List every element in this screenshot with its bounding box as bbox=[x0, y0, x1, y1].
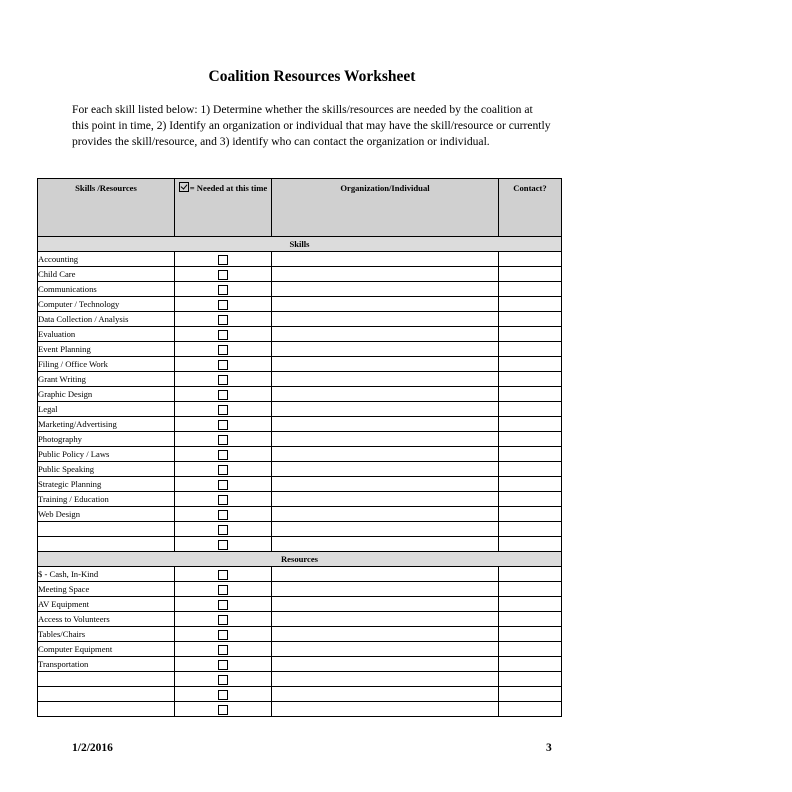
organization-field[interactable] bbox=[272, 342, 499, 357]
table-row bbox=[38, 447, 562, 462]
needed-cell bbox=[175, 357, 272, 372]
needed-cell bbox=[175, 462, 272, 477]
needed-checkbox[interactable] bbox=[218, 510, 228, 520]
item-label: Evaluation bbox=[38, 327, 175, 342]
table-row bbox=[38, 462, 562, 477]
item-label: Public Speaking bbox=[38, 462, 175, 477]
contact-field[interactable] bbox=[499, 492, 562, 507]
contact-field[interactable] bbox=[499, 612, 562, 627]
organization-field[interactable] bbox=[272, 267, 499, 282]
contact-field[interactable] bbox=[499, 702, 562, 717]
item-label: Access to Volunteers bbox=[38, 612, 175, 627]
contact-field[interactable] bbox=[499, 252, 562, 267]
needed-checkbox[interactable] bbox=[218, 615, 228, 625]
table-row bbox=[38, 282, 562, 297]
needed-checkbox[interactable] bbox=[218, 405, 228, 415]
needed-checkbox[interactable] bbox=[218, 570, 228, 580]
item-label: Strategic Planning bbox=[38, 477, 175, 492]
header-needed bbox=[175, 179, 272, 237]
needed-cell bbox=[175, 267, 272, 282]
contact-field[interactable] bbox=[499, 672, 562, 687]
organization-field[interactable] bbox=[272, 462, 499, 477]
organization-field[interactable] bbox=[272, 447, 499, 462]
contact-field[interactable] bbox=[499, 297, 562, 312]
needed-cell bbox=[175, 642, 272, 657]
item-label: Communications bbox=[38, 282, 175, 297]
needed-checkbox[interactable] bbox=[218, 330, 228, 340]
item-label: Event Planning bbox=[38, 342, 175, 357]
item-label: Graphic Design bbox=[38, 387, 175, 402]
contact-field[interactable] bbox=[499, 522, 562, 537]
organization-field[interactable] bbox=[272, 477, 499, 492]
needed-checkbox[interactable] bbox=[218, 660, 228, 670]
needed-checkbox[interactable] bbox=[218, 300, 228, 310]
needed-checkbox[interactable] bbox=[218, 630, 228, 640]
contact-field[interactable] bbox=[499, 582, 562, 597]
needed-cell bbox=[175, 702, 272, 717]
organization-field[interactable] bbox=[272, 327, 499, 342]
contact-field[interactable] bbox=[499, 342, 562, 357]
contact-field[interactable] bbox=[499, 417, 562, 432]
contact-field[interactable] bbox=[499, 267, 562, 282]
needed-cell bbox=[175, 372, 272, 387]
needed-checkbox[interactable] bbox=[218, 585, 228, 595]
table-row bbox=[38, 522, 562, 537]
page-number: 3 bbox=[546, 742, 552, 754]
table-row bbox=[38, 327, 562, 342]
table-row bbox=[38, 267, 562, 282]
item-label: Computer Equipment bbox=[38, 642, 175, 657]
organization-field[interactable] bbox=[272, 402, 499, 417]
needed-cell bbox=[175, 627, 272, 642]
needed-cell bbox=[175, 672, 272, 687]
item-label: Filing / Office Work bbox=[38, 357, 175, 372]
needed-cell bbox=[175, 447, 272, 462]
contact-field[interactable] bbox=[499, 312, 562, 327]
header-organization: Organization/Individual bbox=[272, 179, 499, 237]
table-row bbox=[38, 567, 562, 582]
organization-field[interactable] bbox=[272, 297, 499, 312]
table-row bbox=[38, 297, 562, 312]
table-row bbox=[38, 357, 562, 372]
needed-cell bbox=[175, 537, 272, 552]
item-label: Training / Education bbox=[38, 492, 175, 507]
table-row bbox=[38, 432, 562, 447]
item-label bbox=[38, 702, 175, 717]
item-label bbox=[38, 537, 175, 552]
needed-cell bbox=[175, 582, 272, 597]
table-row bbox=[38, 402, 562, 417]
organization-field[interactable] bbox=[272, 672, 499, 687]
needed-cell bbox=[175, 657, 272, 672]
table-row bbox=[38, 252, 562, 267]
item-label: Tables/Chairs bbox=[38, 627, 175, 642]
table-row bbox=[38, 612, 562, 627]
contact-field[interactable] bbox=[499, 537, 562, 552]
footer-date: 1/2/2016 bbox=[72, 742, 113, 754]
contact-field[interactable] bbox=[499, 477, 562, 492]
organization-field[interactable] bbox=[272, 312, 499, 327]
needed-cell bbox=[175, 282, 272, 297]
organization-field[interactable] bbox=[272, 687, 499, 702]
item-label: Grant Writing bbox=[38, 372, 175, 387]
needed-cell bbox=[175, 402, 272, 417]
needed-checkbox[interactable] bbox=[218, 540, 228, 550]
organization-field[interactable] bbox=[272, 357, 499, 372]
contact-field[interactable] bbox=[499, 327, 562, 342]
header-needed-label: = Needed at this time bbox=[189, 183, 268, 193]
section-row-resources bbox=[38, 552, 562, 567]
table-header-row bbox=[38, 179, 562, 237]
organization-field[interactable] bbox=[272, 657, 499, 672]
needed-checkbox[interactable] bbox=[218, 435, 228, 445]
needed-checkbox[interactable] bbox=[218, 375, 228, 385]
needed-cell bbox=[175, 567, 272, 582]
item-label bbox=[38, 672, 175, 687]
organization-field[interactable] bbox=[272, 567, 499, 582]
section-title: Resources bbox=[38, 552, 562, 567]
instructions-paragraph: For each skill listed below: 1) Determine whether the skills/resources are needed by the coalition at this point in time, 2) Identify an organization or individual that may have the skill/resource or currently provides the skill/resource, and 3) identify who can contact the organization or individual. bbox=[72, 103, 551, 148]
contact-field[interactable] bbox=[499, 642, 562, 657]
needed-cell bbox=[175, 312, 272, 327]
table-row bbox=[38, 597, 562, 612]
needed-checkbox[interactable] bbox=[218, 480, 228, 490]
contact-field[interactable] bbox=[499, 627, 562, 642]
item-label: Data Collection / Analysis bbox=[38, 312, 175, 327]
organization-field[interactable] bbox=[272, 507, 499, 522]
contact-field[interactable] bbox=[499, 507, 562, 522]
contact-field[interactable] bbox=[499, 462, 562, 477]
needed-checkbox[interactable] bbox=[218, 360, 228, 370]
needed-checkbox[interactable] bbox=[218, 600, 228, 610]
item-label: Photography bbox=[38, 432, 175, 447]
header-contact: Contact? bbox=[499, 179, 562, 237]
header-skills: Skills /Resources bbox=[38, 179, 175, 237]
needed-checkbox[interactable] bbox=[218, 465, 228, 475]
table-row bbox=[38, 417, 562, 432]
organization-field[interactable] bbox=[272, 612, 499, 627]
needed-cell bbox=[175, 597, 272, 612]
item-label: Meeting Space bbox=[38, 582, 175, 597]
needed-checkbox[interactable] bbox=[218, 270, 228, 280]
resources-table bbox=[37, 178, 562, 717]
needed-checkbox[interactable] bbox=[218, 450, 228, 460]
needed-cell bbox=[175, 522, 272, 537]
table-row bbox=[38, 387, 562, 402]
needed-cell bbox=[175, 687, 272, 702]
page-title: Coalition Resources Worksheet bbox=[208, 68, 416, 85]
checked-box-icon bbox=[179, 182, 189, 192]
item-label: Web Design bbox=[38, 507, 175, 522]
organization-field[interactable] bbox=[272, 597, 499, 612]
needed-checkbox[interactable] bbox=[218, 690, 228, 700]
table-row bbox=[38, 672, 562, 687]
contact-field[interactable] bbox=[499, 402, 562, 417]
contact-field[interactable] bbox=[499, 687, 562, 702]
needed-cell bbox=[175, 327, 272, 342]
item-label: AV Equipment bbox=[38, 597, 175, 612]
organization-field[interactable] bbox=[272, 642, 499, 657]
organization-field[interactable] bbox=[272, 282, 499, 297]
item-label: Accounting bbox=[38, 252, 175, 267]
organization-field[interactable] bbox=[272, 522, 499, 537]
contact-field[interactable] bbox=[499, 282, 562, 297]
needed-checkbox[interactable] bbox=[218, 315, 228, 325]
contact-field[interactable] bbox=[499, 597, 562, 612]
needed-cell bbox=[175, 417, 272, 432]
needed-checkbox[interactable] bbox=[218, 285, 228, 295]
needed-checkbox[interactable] bbox=[218, 525, 228, 535]
needed-checkbox[interactable] bbox=[218, 255, 228, 265]
needed-cell bbox=[175, 252, 272, 267]
item-label: Child Care bbox=[38, 267, 175, 282]
table-row bbox=[38, 477, 562, 492]
item-label: Legal bbox=[38, 402, 175, 417]
table-row bbox=[38, 687, 562, 702]
organization-field[interactable] bbox=[272, 387, 499, 402]
section-title: Skills bbox=[38, 237, 562, 252]
organization-field[interactable] bbox=[272, 417, 499, 432]
table-row bbox=[38, 627, 562, 642]
organization-field[interactable] bbox=[272, 432, 499, 447]
organization-field[interactable] bbox=[272, 537, 499, 552]
needed-checkbox[interactable] bbox=[218, 345, 228, 355]
needed-checkbox[interactable] bbox=[218, 420, 228, 430]
item-label: Public Policy / Laws bbox=[38, 447, 175, 462]
table-row bbox=[38, 642, 562, 657]
needed-cell bbox=[175, 612, 272, 627]
contact-field[interactable] bbox=[499, 657, 562, 672]
organization-field[interactable] bbox=[272, 252, 499, 267]
needed-cell bbox=[175, 432, 272, 447]
needed-cell bbox=[175, 297, 272, 312]
item-label: Marketing/Advertising bbox=[38, 417, 175, 432]
needed-cell bbox=[175, 387, 272, 402]
needed-checkbox[interactable] bbox=[218, 495, 228, 505]
table-row bbox=[38, 582, 562, 597]
item-label: Transportation bbox=[38, 657, 175, 672]
needed-checkbox[interactable] bbox=[218, 390, 228, 400]
item-label bbox=[38, 687, 175, 702]
organization-field[interactable] bbox=[272, 702, 499, 717]
needed-checkbox[interactable] bbox=[218, 705, 228, 715]
table-row bbox=[38, 657, 562, 672]
table-row bbox=[38, 492, 562, 507]
table-row bbox=[38, 342, 562, 357]
item-label: $ - Cash, In-Kind bbox=[38, 567, 175, 582]
organization-field[interactable] bbox=[272, 627, 499, 642]
contact-field[interactable] bbox=[499, 432, 562, 447]
needed-cell bbox=[175, 477, 272, 492]
contact-field[interactable] bbox=[499, 447, 562, 462]
needed-cell bbox=[175, 342, 272, 357]
contact-field[interactable] bbox=[499, 372, 562, 387]
organization-field[interactable] bbox=[272, 492, 499, 507]
table-row bbox=[38, 372, 562, 387]
item-label: Computer / Technology bbox=[38, 297, 175, 312]
organization-field[interactable] bbox=[272, 582, 499, 597]
organization-field[interactable] bbox=[272, 372, 499, 387]
needed-cell bbox=[175, 492, 272, 507]
contact-field[interactable] bbox=[499, 357, 562, 372]
table-row bbox=[38, 312, 562, 327]
table-row bbox=[38, 507, 562, 522]
needed-checkbox[interactable] bbox=[218, 645, 228, 655]
contact-field[interactable] bbox=[499, 567, 562, 582]
contact-field[interactable] bbox=[499, 387, 562, 402]
table-row bbox=[38, 702, 562, 717]
item-label bbox=[38, 522, 175, 537]
table-row bbox=[38, 537, 562, 552]
section-row-skills bbox=[38, 237, 562, 252]
needed-cell bbox=[175, 507, 272, 522]
needed-checkbox[interactable] bbox=[218, 675, 228, 685]
